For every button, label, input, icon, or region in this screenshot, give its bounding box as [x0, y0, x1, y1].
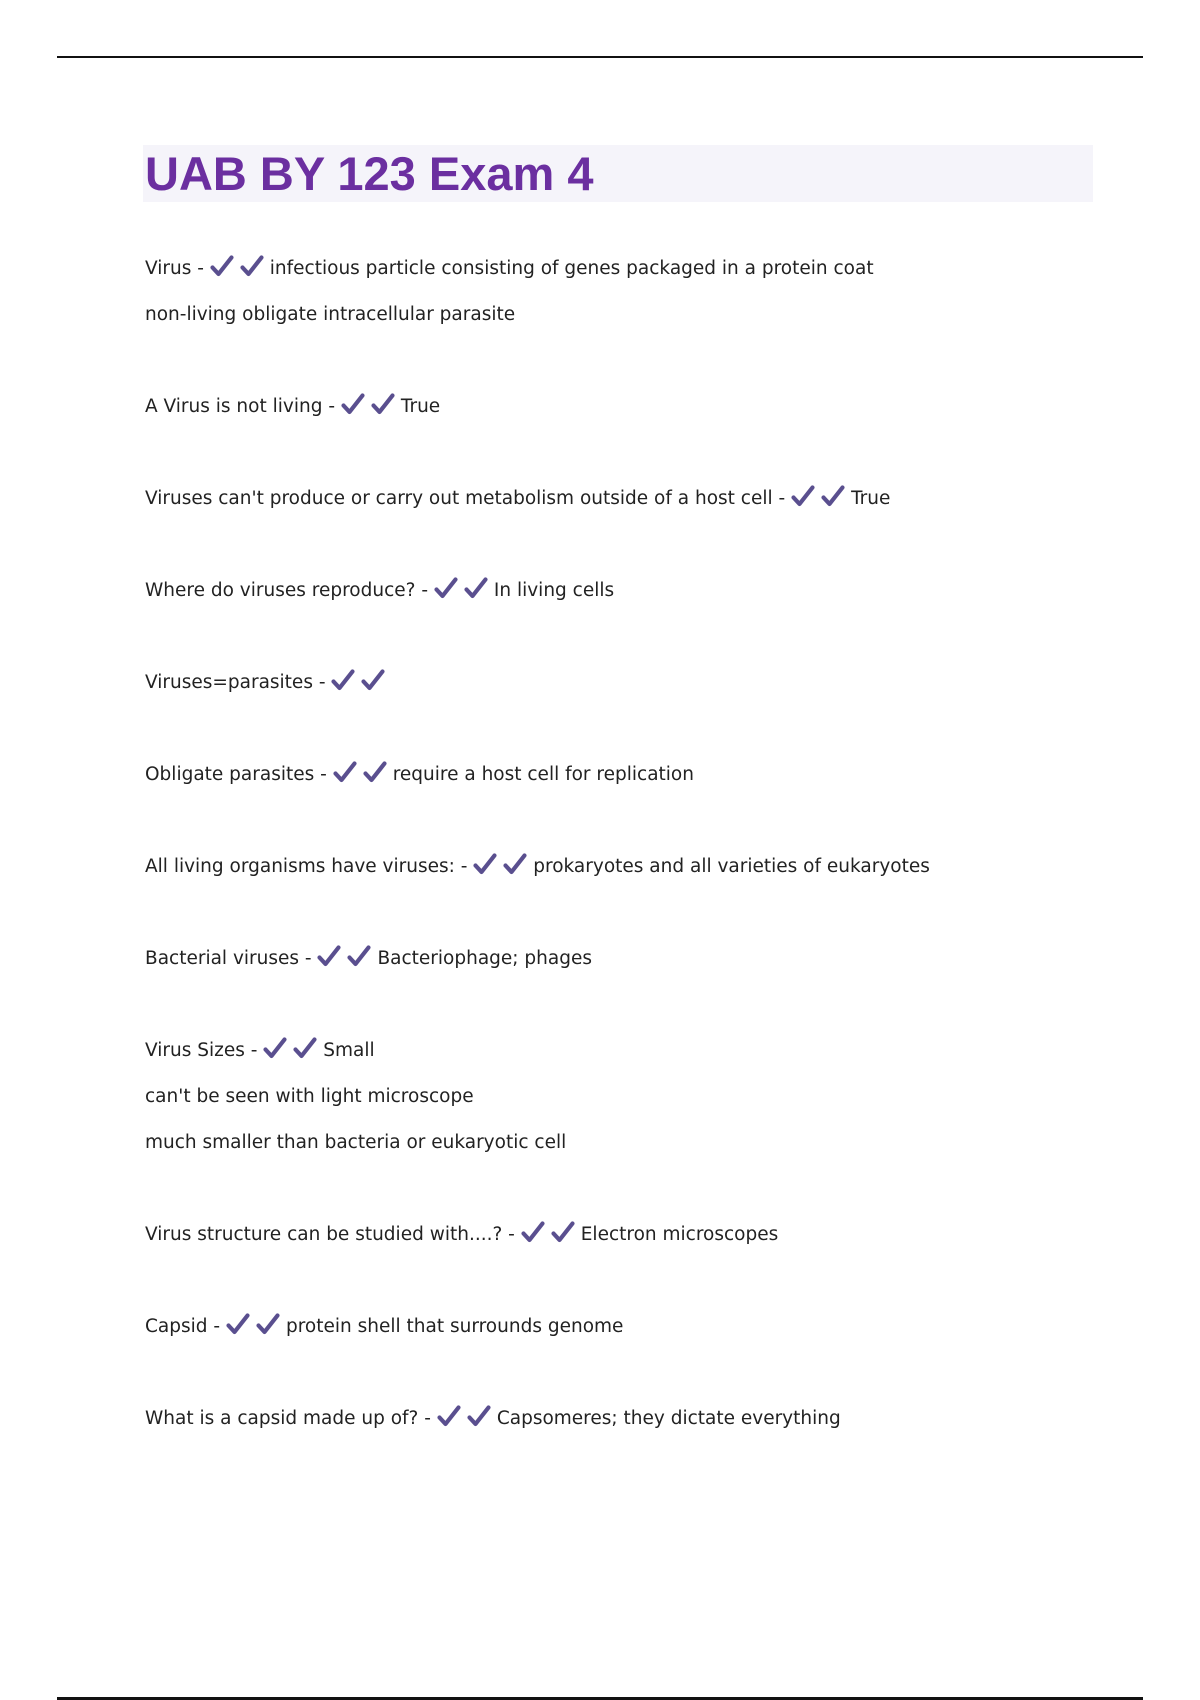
check-mark-icon: [210, 255, 234, 277]
check-mark-icon: [256, 1313, 280, 1335]
page-title: UAB BY 123 Exam 4: [145, 147, 594, 200]
flashcard-entry: [145, 568, 1145, 614]
entry-extra-line: can't be seen with light microscope: [145, 1086, 474, 1107]
entry-term: Viruses=parasites: [145, 672, 313, 693]
check-mark-icon: [263, 1037, 287, 1059]
entry-term: Virus structure can be studied with....?: [145, 1224, 503, 1245]
entry-first-line: [145, 568, 1145, 614]
check-mark-icon: [240, 255, 264, 277]
entry-separator: -: [418, 1408, 437, 1429]
entry-first-line: [145, 246, 1145, 292]
entry-answer: True: [851, 488, 891, 509]
check-mark-icon: [347, 945, 371, 967]
entry-first-line: [145, 844, 1145, 890]
flashcard-entry: [145, 246, 1145, 338]
header-rule: [57, 56, 1143, 58]
entry-first-line: [145, 1304, 1145, 1350]
entry-first-line: [145, 384, 1145, 430]
flashcard-entry: [145, 936, 1145, 982]
entry-first-line: [145, 660, 1145, 706]
flashcard-entry: [145, 476, 1145, 522]
entry-separator: -: [207, 1316, 226, 1337]
flashcard-entry: [145, 752, 1145, 798]
entry-separator: -: [772, 488, 792, 509]
entry-term: What is a capsid made up of?: [145, 1408, 419, 1429]
entry-first-line: [145, 476, 1145, 522]
entry-term: Viruses can't produce or carry out metabolism outside of a host cell: [145, 488, 773, 509]
check-mark-icon: [293, 1037, 317, 1059]
flashcard-entry: [145, 1028, 1145, 1166]
check-mark-icon: [503, 853, 527, 875]
entry-answer: In living cells: [493, 580, 615, 601]
entry-term: Capsid: [145, 1316, 208, 1337]
entry-separator: -: [314, 764, 333, 785]
entry-term: Bacterial viruses: [145, 948, 300, 969]
check-mark-icon: [317, 945, 341, 967]
entry-separator: -: [322, 396, 341, 417]
check-mark-icon: [363, 761, 387, 783]
entry-first-line: [145, 752, 1145, 798]
check-mark-icon: [437, 1405, 461, 1427]
entry-separator: -: [502, 1224, 521, 1245]
entry-answer: True: [400, 396, 441, 417]
entry-answer: protein shell that surrounds genome: [285, 1316, 624, 1337]
entry-answer: Bacteriophage; phages: [377, 948, 592, 969]
check-mark-icon: [333, 761, 357, 783]
flashcard-entry: [145, 1396, 1145, 1442]
entry-first-line: [145, 1396, 1145, 1442]
entry-separator: -: [244, 1040, 264, 1061]
entry-term: A Virus is not living: [145, 396, 323, 417]
check-mark-icon: [521, 1221, 545, 1243]
entry-separator: -: [191, 258, 210, 279]
entry-term: All living organisms have viruses:: [145, 856, 455, 877]
entry-answer: require a host cell for replication: [392, 764, 694, 785]
title-banner: [143, 145, 1093, 202]
check-mark-icon: [464, 577, 488, 599]
check-mark-icon: [371, 393, 395, 415]
entry-answer: infectious particle consisting of genes packaged in a protein coat: [269, 258, 874, 279]
entry-extra-line: much smaller than bacteria or eukaryotic cell: [145, 1132, 567, 1153]
check-mark-icon: [331, 669, 355, 691]
check-mark-icon: [821, 485, 845, 507]
entry-answer: Capsomeres; they dictate everything: [496, 1408, 841, 1429]
flashcard-list: [145, 246, 1145, 1488]
entry-separator: -: [312, 672, 332, 693]
entry-term: Virus Sizes: [145, 1040, 245, 1061]
entry-first-line: [145, 1212, 1145, 1258]
entry-answer: Small: [323, 1040, 375, 1061]
entry-separator: -: [415, 580, 434, 601]
check-mark-icon: [467, 1405, 491, 1427]
entry-first-line: [145, 936, 1145, 982]
check-mark-icon: [361, 669, 385, 691]
flashcard-entry: [145, 1304, 1145, 1350]
entry-answer: prokaryotes and all varieties of eukaryotes: [533, 856, 930, 877]
entry-term: Virus: [145, 258, 192, 279]
flashcard-entry: [145, 844, 1145, 890]
check-mark-icon: [473, 853, 497, 875]
entry-term: Where do viruses reproduce?: [145, 580, 416, 601]
entry-extra-line: non-living obligate intracellular parasite: [145, 304, 516, 325]
entry-separator: -: [299, 948, 318, 969]
entry-separator: -: [454, 856, 474, 877]
entry-term: Obligate parasites: [145, 764, 315, 785]
flashcard-entry: [145, 1212, 1145, 1258]
entry-answer: Electron microscopes: [580, 1224, 779, 1245]
check-mark-icon: [434, 577, 458, 599]
entry-first-line: [145, 1028, 1145, 1074]
check-mark-icon: [791, 485, 815, 507]
check-mark-icon: [226, 1313, 250, 1335]
check-mark-icon: [551, 1221, 575, 1243]
flashcard-entry: [145, 384, 1145, 430]
flashcard-entry: [145, 660, 1145, 706]
check-mark-icon: [341, 393, 365, 415]
